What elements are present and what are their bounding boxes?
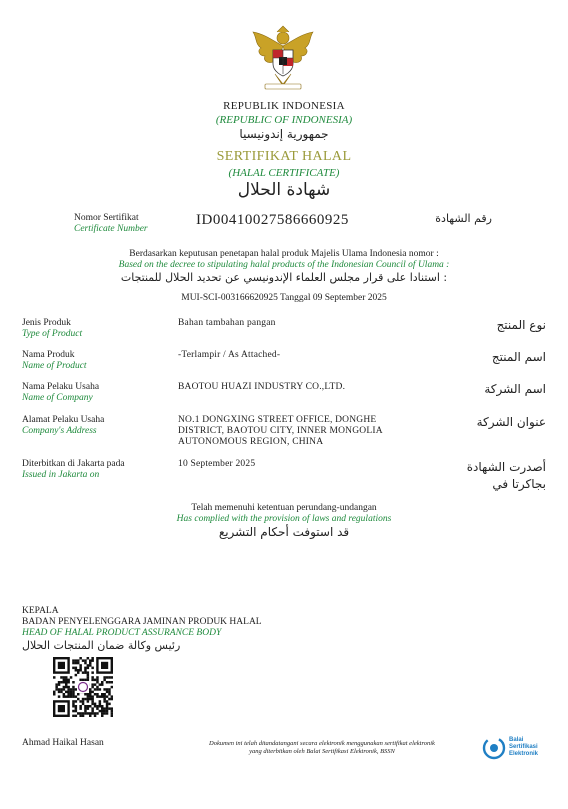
field-row <box>22 459 546 499</box>
field-label-en: Name of Company <box>22 393 93 403</box>
field-label-en: Type of Product <box>22 329 83 339</box>
field-value: 10 September 2025 <box>178 459 256 469</box>
e-signature-note-line2: yang diterbitkan oleh Balai Sertifikasi Elektronik, BSSN <box>249 748 395 755</box>
signatory-office-en: HEAD OF HALAL PRODUCT ASSURANCE BODY <box>22 628 222 638</box>
field-row <box>22 318 546 348</box>
certificate-number: ID00410027586660925 <box>196 212 349 228</box>
field-value: -Terlampir / As Attached- <box>178 350 281 360</box>
country-name-en: (REPUBLIC OF INDONESIA) <box>215 114 353 126</box>
field-label-en: Name of Product <box>22 361 87 371</box>
certificate-number-label-en: Certificate Number <box>74 224 148 234</box>
e-signature-note-line1: Dokumen ini telah ditandatangani secara elektronik menggunakan sertifikat elektronik <box>209 740 435 747</box>
field-label-ar: نوع المنتج <box>496 318 546 332</box>
field-value: NO.1 DONGXING STREET OFFICE, DONGHE DISTRICT, BAOTOU CITY, INNER MONGOLIA AUTONOMOUS REGION, CHINA <box>178 415 383 447</box>
field-label-ar: أصدرت الشهادة بجاكرتا في <box>466 460 546 491</box>
country-name: REPUBLIK INDONESIA <box>223 100 345 112</box>
field-label: Alamat Pelaku Usaha <box>22 415 105 425</box>
e-signature-note <box>172 740 472 756</box>
compliance-text: Telah memenuhi ketentuan perundang-undangan <box>191 503 377 513</box>
field-label: Diterbitkan di Jakarta pada <box>22 459 125 469</box>
field-label: Nama Pelaku Usaha <box>22 382 100 392</box>
field-row <box>22 382 546 412</box>
compliance-text-ar: قد استوفت أحكام التشريع <box>218 525 350 539</box>
field-row <box>22 415 546 455</box>
field-value: Bahan tambahan pangan <box>178 318 276 328</box>
basis-text-en: Based on the decree to stipulating halal products of the Indonesian Council of Ulama : <box>118 260 450 270</box>
field-label-en: Company's Address <box>22 426 97 436</box>
field-row <box>22 350 546 380</box>
basis-text-ar: استنادا على قرار مجلس العلماء الإندونيسي عن تحديد الحلال للمنتجات : <box>120 271 448 284</box>
bsre-logo-icon <box>482 736 542 762</box>
garuda-emblem-icon <box>247 24 319 94</box>
signatory-office: BADAN PENYELENGGARA JAMINAN PRODUK HALAL <box>22 617 262 627</box>
field-label-ar: عنوان الشركة <box>476 415 546 429</box>
compliance-text-en: Has complied with the provision of laws and regulations <box>176 514 392 524</box>
field-label: Nama Produk <box>22 350 75 360</box>
signatory-title: KEPALA <box>22 606 59 616</box>
bsre-label: Balai <box>509 737 524 743</box>
qr-code-icon <box>53 657 113 717</box>
field-value: BAOTOU HUAZI INDUSTRY CO.,LTD. <box>178 382 346 392</box>
country-name-ar: جمهورية إندونيسيا <box>239 127 329 141</box>
certificate-title-ar: شهادة الحلال <box>237 180 331 200</box>
bsre-label: Elektronik <box>509 751 539 757</box>
field-label-ar: اسم الشركة <box>484 382 546 396</box>
field-label-ar: اسم المنتج <box>491 350 546 364</box>
certificate-number-label-ar: رقم الشهادة <box>435 212 492 225</box>
certificate-number-label: Nomor Sertifikat <box>74 213 139 223</box>
decree-number: MUI-SCI-003166620925 Tanggal 09 September 2025 <box>181 293 387 303</box>
signatory-office-ar: رئيس وكالة ضمان المنتجات الحلال <box>22 639 181 652</box>
basis-text: Berdasarkan keputusan penetapan halal produk Majelis Ulama Indonesia nomor : <box>129 249 439 259</box>
field-label-en: Issued in Jakarta on <box>22 470 100 480</box>
bsre-label: Sertifikasi <box>509 744 538 750</box>
certificate-title: SERTIFIKAT HALAL <box>216 149 352 164</box>
field-label: Jenis Produk <box>22 318 71 328</box>
signatory-name: Ahmad Haikal Hasan <box>22 738 104 748</box>
certificate-title-en: (HALAL CERTIFICATE) <box>228 167 340 179</box>
